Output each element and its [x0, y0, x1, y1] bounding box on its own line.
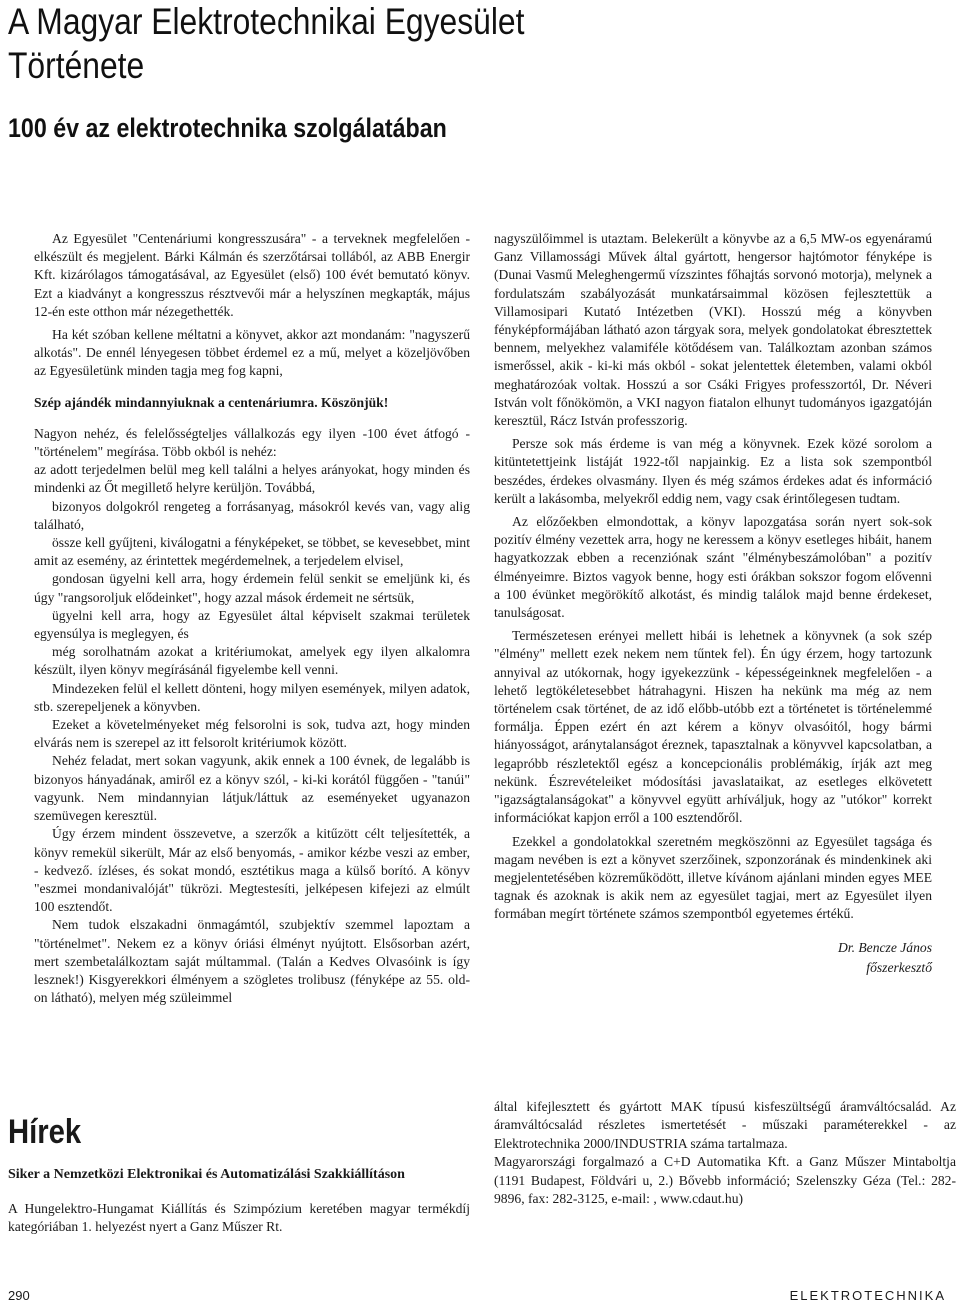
right-paragraph-3: Az előzőekben elmondottak, a könyv lapozgatása során nyert sok-sok pozitív élmény vezettek arra, hogy ne keressem a könyv esetleges hibáit, hanem hagyatkozzak ebben a recenziónak szánt "élménybeszámolóban" a pozitív élményeimre. Biztos vagyok benne, hogy esti órákban sokszor fogom elővenni a 100 évünket megörökítő alkotást, és mindig találok majd benne érdekeset, tanulságosat.	[494, 514, 932, 621]
left-paragraph-2: Ha két szóban kellene méltatni a könyvet, akkor azt mondanám: "nagyszerű alkotás". De ennél lényegesen többet érdemel ez a mű, melyet a közeljövőben az Egyesületünk minden tagja meg fog kapni,	[34, 327, 470, 379]
right-paragraph-5: Ezekkel a gondolatokkal szeretném megköszönni az Egyesület tagsága és magam nevében is ezt a könyvet szerzőinek, szponzorának és mindenkinek aki megjelentetésében közreműködött, illetve kívánom ajánlani minden egyes MEE tagnak és azoknak is akik nem az egyesület tagjai, mert az Egyesület ilyen formában megírt története számos szempontból egyetemes értékű.	[494, 833, 932, 922]
thanks-line: Szép ajándék mindannyiuknak a centenáriumra. Köszönjük!	[34, 394, 389, 410]
page-number: 290	[8, 1288, 30, 1303]
article-title-line2: Története	[8, 45, 145, 86]
left-paragraph-10: még sorolhatnám azokat a kritériumokat, amelyek egy ilyen alkalomra készült, ilyen könyv megírásánál figyelembe kell venni.	[34, 644, 470, 678]
signature-role: főszerkesztő	[866, 959, 932, 975]
left-paragraph-15: Nem tudok elszakadni önmagámtól, szubjektív szemmel lapoztam a "történelmet". Nekem ez a könyv óriási élményt nyújtott. Elsősorban azért, mert szembetalálkoztam saját múltammal. (Talán a Kedves Olvasóink is így lesznek!) Kisgyerekkori élményem a szögletes trolibusz (fényképe az 55. old-on látható), melyen még szüleimmel	[34, 917, 470, 1006]
left-column	[34, 230, 470, 1007]
magazine-name: ELEKTROTECHNIKA	[789, 1288, 946, 1303]
left-paragraph-1: Az Egyesület "Centenáriumi kongresszusára" - a terveknek megfelelően - elkészült és megjelent. Bárki Kálmán és szerzőtársai tollából, az ABB Energir Kft. kizárólagos támogatásával, az Egyesület (első) 100 évét bemutató könyv. Ezt a kiadványt a kongresszus résztvevői már a helyszínen megkapták, május 12-én este otthon már nézegethették.	[34, 231, 470, 319]
left-paragraph-8: gondosan ügyelni kell arra, hogy érdemein felül senkit se emeljünk ki, és úgy "rangsoroljuk elődeinket", hogy azzal mások érdemeit ne sértsük,	[34, 571, 470, 605]
left-paragraph-11: Mindezeken felül el kellett dönteni, hogy milyen események, milyen adatok, stb. szerepeljenek a könyvben.	[34, 680, 470, 714]
news-section-title: Hírek	[8, 1113, 82, 1151]
left-paragraph-14: Úgy érzem mindent összevetve, a szerzők a kitűzött célt teljesítették, a könyv remekül sikerült, Már az első benyomás, - amikor kézbe veszi az ember, - kedvező. ízléses, és sokat mondó, esztétikus maga a külső borító. A könyv "eszmei mondanivalóját" tükrözi. Megtestesíti, jelképesen kifejezi az elmúlt 100 esztendőt.	[34, 826, 470, 915]
right-paragraph-1: nagyszülőimmel is utaztam. Belekerült a könyvbe az a 6,5 MW-os egyenáramú Ganz Villamossági Művek által gyártott, hengersor hajtómotor fényképe is (Dunai Vasmű Meleghengermű vízszintes főhajtás sorvonó motorja), melynek a fordulatszám szabályozását munkatársaimmal közösen fejlesztettük a Villamosipari Kutató Intézetben (VKI). Hosszú még a könyvben fényképformájában látható azon tárgyak sora, melyek gondolatokat ébresztettek bennem, melyekhez valamiféle kötődésem van. Találkoztam azonban számos ismerőssel, akik - ki-ki más okból - sokat jelentettek életemben, valami okból meghatározóak voltak. Hosszú a sor Csáki Frigyes professzortól, Dr. Néveri István volt főnökömön, a VKI nagyon fiatalon elhunyt tudományos igazgatóján keresztül, Rácz István professzorig.	[494, 231, 932, 429]
left-paragraph-9: ügyelni kell arra, hogy az Egyesület által képviselt szakmai területek egyensúlya is meglegyen, és	[34, 607, 470, 642]
news-left-column	[8, 1164, 470, 1237]
signature	[494, 938, 932, 978]
signature-name: Dr. Bencze János	[837, 939, 932, 955]
news-headline: Siker a Nemzetközi Elektronikai és Automatizálási Szakkiállításon	[8, 1167, 405, 1182]
right-paragraph-2: Persze sok más érdeme is van még a könyvnek. Ezek közé sorolom a kitüntetettjeink listáját 1922-től napjainkig. Ez a lista sok szempontból beszédes, érdekes olvasmány. Ilyen és még számos érdekes adat és információ került a lakásomba, melyekről eddig nem, vagy csak érintőlegesen tudtam.	[494, 436, 932, 506]
left-paragraph-13: Nehéz feladat, mert sokan vagyunk, akik ennek a 100 évnek, de legalább is bizonyos hányadának, amiről ez a könyv szól, - ki-ki korától függően - "tanúi" vagyunk. Nem mindannyian látjuk/láttuk az eseményeket ugyanazon szemüvegen keresztül.	[34, 753, 470, 824]
right-paragraph-4: Természetesen erényei mellett hibái is lehetnek a könyvnek (a sok szép "élmény" mellett ezek nekem nem tűntek fel). Én úgy érzem, hogy tartozunk annyival az utókornak, hogy igyekezzünk - képességeinknek megfelelően - a lehető legtökéletesebbet hátrahagyni. Hiszen ha nekünk ma még az nem történelem csak történet, de az idő előbb-utóbb ezt a történetet is történelemmé formálja. Éppen ezért én azt kérem a könyv olvasóitól, hogy bármi hiányosságot, aránytalanságot éreznek, tapasztalnak a könyvvel kapcsolatban, a legapróbb részletektől egész a koncepcionális problémákig, írják azt meg nekünk. Észrevételeiket módosítási javaslataikat, az esetleges elkövetett "igazságtalanságokat" a könyvvel együtt arhíváljuk, hogy az "utókor" korrekt információkat kapjon erről a 100 esztendőről.	[494, 628, 932, 826]
left-paragraph-4: Nagyon nehéz, és felelősségteljes vállalkozás egy ilyen -100 évet átfogó - "történelem" megírása. Több okból is nehéz:	[34, 425, 470, 460]
news-right-paragraph-1: által kifejlesztett és gyártott MAK típusú kisfeszültségű áramváltócsalád. Az áramváltócsalád részletes ismertetését - műszaki paraméterekkel - az Elektrotechnika 2000/INDUSTRIA számа tartalmaza.	[494, 1099, 956, 1151]
right-column	[494, 230, 932, 978]
news-right-column	[494, 1098, 956, 1208]
article-subtitle: 100 év az elektrotechnika szolgálatában	[8, 113, 447, 143]
article-title-line1: A Magyar Elektrotechnikai Egyesület	[8, 1, 525, 42]
article-title	[8, 0, 816, 88]
left-paragraph-12: Ezeket a követelményeket még felsorolni is sok, tudva azt, hogy minden elvárás nem is szerepel az itt felsorolt kritériumok között.	[34, 717, 470, 751]
news-right-paragraph-2: Magyarországi forgalmazó a C+D Automatika Kft. a Ganz Műszer Mintaboltja (1191 Budapest, Földvári u, 2.) Bővebb információ; Szelenszky Géza (Tel.: 282-9896, fax: 282-3125, e-mail: , www.cdaut.hu)	[494, 1154, 956, 1207]
left-paragraph-7: össze kell gyűjteni, kiválogatni a fényképeket, se többet, se kevesebbet, mint amit az esemény, az érintettek megérdemelnek, a terjedelem elvisel,	[34, 535, 470, 569]
left-paragraph-6: bizonyos dolgokról rengeteg a forrásanyag, másokról kevés van, vagy alig található,	[34, 498, 470, 532]
news-left-paragraph: A Hungelektro-Hungamat Kiállítás és Szimpózium keretében magyar termékdíj kategóriában 1. helyezést nyert a Ganz Műszer Rt.	[8, 1201, 470, 1235]
left-paragraph-5: az adott terjedelmen belül meg kell találni a helyes arányokat, hogy minden és mindenki az Őt megillető helyre kerüljön. Továbbá,	[34, 462, 470, 496]
